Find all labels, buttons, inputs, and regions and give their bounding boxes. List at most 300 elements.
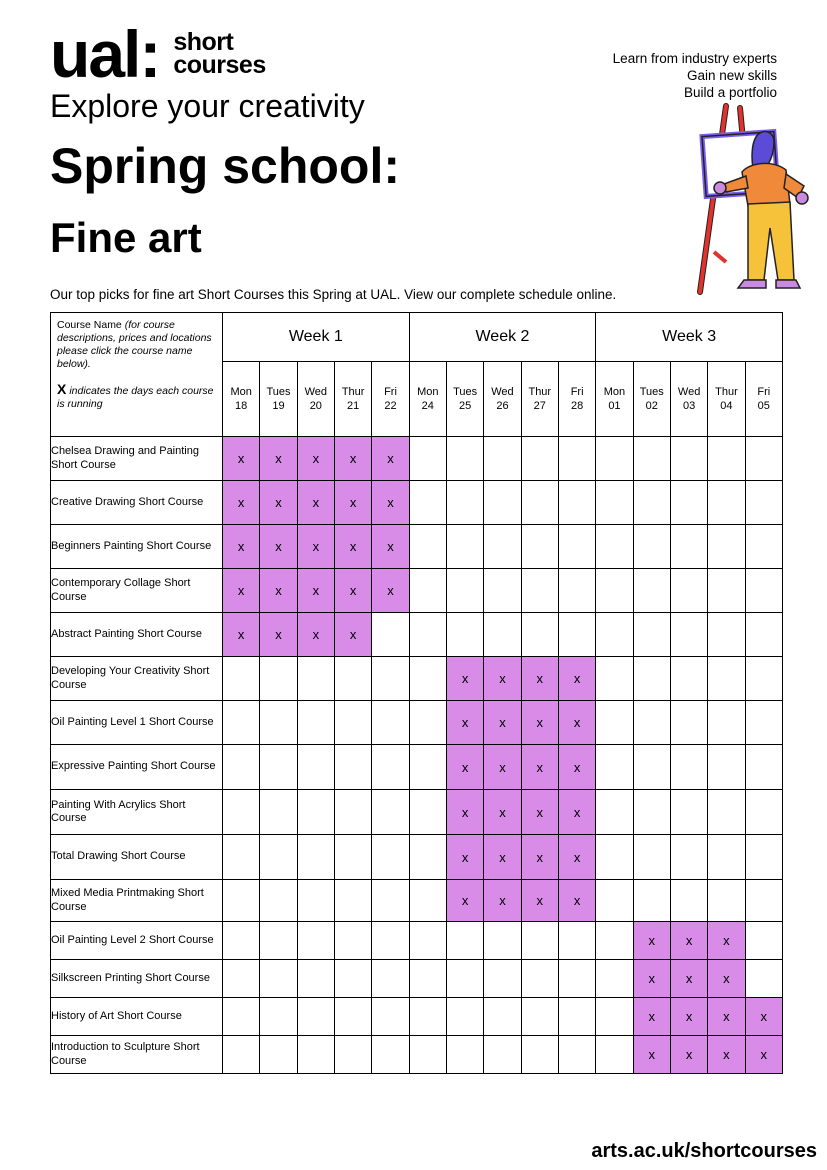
- empty-day-cell: [409, 613, 446, 657]
- logo-word-courses: courses: [173, 51, 266, 79]
- running-day-cell: x: [521, 701, 558, 745]
- running-day-cell: x: [297, 437, 334, 481]
- empty-day-cell: [745, 481, 782, 525]
- table-row: [51, 569, 783, 613]
- running-day-cell: x: [745, 998, 782, 1036]
- day-header: [334, 362, 371, 437]
- day-date: 02: [645, 400, 658, 412]
- empty-day-cell: [745, 657, 782, 701]
- day-header: [372, 362, 409, 437]
- empty-day-cell: [745, 790, 782, 835]
- empty-day-cell: [521, 998, 558, 1036]
- day-name: Thur: [341, 386, 365, 398]
- empty-day-cell: [670, 437, 707, 481]
- day-name: Fri: [757, 386, 771, 398]
- empty-day-cell: [446, 569, 483, 613]
- running-day-cell: x: [484, 745, 521, 790]
- empty-day-cell: [260, 922, 297, 960]
- empty-day-cell: [708, 437, 745, 481]
- day-header: [745, 362, 782, 437]
- running-day-cell: x: [670, 1036, 707, 1074]
- running-day-cell: x: [223, 437, 260, 481]
- day-date: 28: [570, 400, 584, 412]
- empty-day-cell: [409, 998, 446, 1036]
- empty-day-cell: [297, 998, 334, 1036]
- empty-day-cell: [596, 657, 633, 701]
- page-subtitle: Fine art: [50, 214, 202, 261]
- running-day-cell: x: [670, 960, 707, 998]
- running-day-cell: x: [334, 613, 371, 657]
- table-row: [51, 922, 783, 960]
- day-header: [521, 362, 558, 437]
- day-name: Wed: [491, 386, 514, 398]
- empty-day-cell: [260, 1036, 297, 1074]
- table-row: [51, 835, 783, 880]
- empty-day-cell: [558, 525, 595, 569]
- empty-day-cell: [334, 701, 371, 745]
- running-day-cell: x: [372, 481, 409, 525]
- course-name-link[interactable]: Silkscreen Printing Short Course: [51, 960, 223, 998]
- running-day-cell: x: [558, 657, 595, 701]
- legend-text: indicates the days each course is running: [57, 385, 214, 410]
- running-day-cell: x: [521, 835, 558, 880]
- course-name-link[interactable]: Expressive Painting Short Course: [51, 745, 223, 790]
- empty-day-cell: [484, 569, 521, 613]
- empty-day-cell: [446, 960, 483, 998]
- empty-day-cell: [409, 1036, 446, 1074]
- empty-day-cell: [372, 880, 409, 922]
- logo-word-short: short: [173, 28, 234, 56]
- table-row: [51, 481, 783, 525]
- empty-day-cell: [409, 657, 446, 701]
- running-day-cell: x: [446, 657, 483, 701]
- running-day-cell: x: [633, 1036, 670, 1074]
- empty-day-cell: [484, 960, 521, 998]
- course-name-link[interactable]: Contemporary Collage Short Course: [51, 569, 223, 613]
- running-day-cell: x: [670, 998, 707, 1036]
- empty-day-cell: [633, 701, 670, 745]
- empty-day-cell: [633, 790, 670, 835]
- ual-logo: [50, 17, 266, 91]
- running-day-cell: x: [633, 998, 670, 1036]
- day-date: 05: [757, 400, 770, 412]
- running-day-cell: x: [484, 657, 521, 701]
- empty-day-cell: [670, 835, 707, 880]
- empty-day-cell: [633, 657, 670, 701]
- course-name-link[interactable]: Abstract Painting Short Course: [51, 613, 223, 657]
- empty-day-cell: [484, 525, 521, 569]
- day-name: Tues: [453, 386, 478, 398]
- empty-day-cell: [297, 960, 334, 998]
- empty-day-cell: [670, 613, 707, 657]
- course-name-link[interactable]: Beginners Painting Short Course: [51, 525, 223, 569]
- empty-day-cell: [260, 998, 297, 1036]
- empty-day-cell: [372, 960, 409, 998]
- empty-day-cell: [297, 880, 334, 922]
- course-name-link[interactable]: Painting With Acrylics Short Course: [51, 790, 223, 835]
- empty-day-cell: [745, 437, 782, 481]
- empty-day-cell: [409, 880, 446, 922]
- table-row: [51, 745, 783, 790]
- empty-day-cell: [558, 481, 595, 525]
- running-day-cell: x: [558, 701, 595, 745]
- running-day-cell: x: [297, 525, 334, 569]
- empty-day-cell: [670, 525, 707, 569]
- day-date: 21: [347, 400, 360, 412]
- table-row: [51, 998, 783, 1036]
- empty-day-cell: [409, 525, 446, 569]
- day-date: 25: [459, 400, 472, 412]
- empty-day-cell: [558, 998, 595, 1036]
- empty-day-cell: [633, 437, 670, 481]
- empty-day-cell: [372, 1036, 409, 1074]
- empty-day-cell: [409, 960, 446, 998]
- running-day-cell: x: [297, 613, 334, 657]
- empty-day-cell: [484, 437, 521, 481]
- running-day-cell: x: [446, 880, 483, 922]
- running-day-cell: x: [372, 525, 409, 569]
- tagline: Explore your creativity: [50, 88, 365, 124]
- artist-easel-illustration: [690, 102, 810, 298]
- empty-day-cell: [596, 790, 633, 835]
- empty-day-cell: [372, 613, 409, 657]
- empty-day-cell: [372, 657, 409, 701]
- empty-day-cell: [446, 525, 483, 569]
- logo-wordmark: [173, 28, 266, 79]
- empty-day-cell: [409, 922, 446, 960]
- course-name-link[interactable]: Creative Drawing Short Course: [51, 481, 223, 525]
- running-day-cell: x: [633, 960, 670, 998]
- empty-day-cell: [260, 745, 297, 790]
- empty-day-cell: [409, 835, 446, 880]
- empty-day-cell: [708, 880, 745, 922]
- empty-day-cell: [521, 525, 558, 569]
- benefits-list: [613, 50, 777, 101]
- page-title: Spring school:: [50, 138, 400, 194]
- empty-day-cell: [745, 880, 782, 922]
- empty-day-cell: [521, 613, 558, 657]
- empty-day-cell: [521, 1036, 558, 1074]
- running-day-cell: x: [558, 745, 595, 790]
- day-name: Wed: [304, 386, 328, 398]
- week-header-row: [51, 313, 783, 362]
- running-day-cell: x: [260, 569, 297, 613]
- running-day-cell: x: [260, 525, 297, 569]
- course-name-label: Course Name: [57, 319, 122, 331]
- empty-day-cell: [708, 481, 745, 525]
- table-row: [51, 613, 783, 657]
- empty-day-cell: [558, 1036, 595, 1074]
- running-day-cell: x: [260, 437, 297, 481]
- empty-day-cell: [558, 960, 595, 998]
- day-name: Wed: [677, 386, 701, 398]
- day-header: [446, 362, 483, 437]
- running-day-cell: x: [223, 525, 260, 569]
- empty-day-cell: [409, 790, 446, 835]
- empty-day-cell: [484, 922, 521, 960]
- empty-day-cell: [596, 613, 633, 657]
- empty-day-cell: [372, 922, 409, 960]
- day-date: 20: [309, 400, 322, 412]
- running-day-cell: x: [372, 437, 409, 481]
- empty-day-cell: [484, 1036, 521, 1074]
- running-day-cell: x: [223, 569, 260, 613]
- day-name: Fri: [384, 386, 397, 398]
- day-date: 19: [272, 400, 285, 412]
- empty-day-cell: [558, 437, 595, 481]
- empty-day-cell: [260, 790, 297, 835]
- course-name-link[interactable]: Developing Your Creativity Short Course: [51, 657, 223, 701]
- empty-day-cell: [708, 701, 745, 745]
- empty-day-cell: [223, 998, 260, 1036]
- empty-day-cell: [558, 922, 595, 960]
- day-name: Tues: [639, 386, 664, 398]
- empty-day-cell: [745, 525, 782, 569]
- empty-day-cell: [260, 880, 297, 922]
- empty-day-cell: [334, 998, 371, 1036]
- empty-day-cell: [596, 880, 633, 922]
- empty-day-cell: [297, 701, 334, 745]
- running-day-cell: x: [334, 525, 371, 569]
- empty-day-cell: [596, 998, 633, 1036]
- empty-day-cell: [260, 657, 297, 701]
- empty-day-cell: [708, 525, 745, 569]
- course-name-link[interactable]: Total Drawing Short Course: [51, 835, 223, 880]
- course-name-link[interactable]: Oil Painting Level 2 Short Course: [51, 922, 223, 960]
- running-day-cell: x: [334, 569, 371, 613]
- day-name: Thur: [715, 386, 738, 398]
- running-day-cell: x: [708, 960, 745, 998]
- week-header: Week 3: [596, 313, 783, 362]
- empty-day-cell: [596, 745, 633, 790]
- day-date: 27: [533, 400, 546, 412]
- table-row: [51, 880, 783, 922]
- table-row: [51, 790, 783, 835]
- course-name-link[interactable]: Mixed Media Printmaking Short Course: [51, 880, 223, 922]
- running-day-cell: x: [670, 922, 707, 960]
- empty-day-cell: [223, 1036, 260, 1074]
- empty-day-cell: [409, 745, 446, 790]
- empty-day-cell: [334, 835, 371, 880]
- empty-day-cell: [521, 437, 558, 481]
- empty-day-cell: [409, 437, 446, 481]
- running-day-cell: x: [446, 835, 483, 880]
- running-day-cell: x: [633, 922, 670, 960]
- empty-day-cell: [558, 613, 595, 657]
- empty-day-cell: [297, 922, 334, 960]
- day-header: [670, 362, 707, 437]
- running-day-cell: x: [484, 880, 521, 922]
- day-date: 01: [608, 400, 621, 412]
- benefit-item: Build a portfolio: [683, 85, 777, 100]
- course-name-link[interactable]: History of Art Short Course: [51, 998, 223, 1036]
- empty-day-cell: [521, 481, 558, 525]
- empty-day-cell: [633, 835, 670, 880]
- empty-day-cell: [484, 613, 521, 657]
- empty-day-cell: [670, 790, 707, 835]
- empty-day-cell: [260, 960, 297, 998]
- empty-day-cell: [633, 613, 670, 657]
- running-day-cell: x: [260, 481, 297, 525]
- empty-day-cell: [521, 960, 558, 998]
- empty-day-cell: [446, 481, 483, 525]
- empty-day-cell: [521, 569, 558, 613]
- empty-day-cell: [446, 437, 483, 481]
- day-name: Thur: [528, 386, 552, 398]
- day-header: [633, 362, 670, 437]
- empty-day-cell: [446, 613, 483, 657]
- running-day-cell: x: [372, 569, 409, 613]
- day-header: [223, 362, 260, 437]
- day-name: Mon: [230, 386, 252, 398]
- running-day-cell: x: [708, 922, 745, 960]
- empty-day-cell: [745, 745, 782, 790]
- benefit-item: Gain new skills: [686, 68, 777, 83]
- legend: [57, 383, 218, 411]
- running-day-cell: x: [446, 790, 483, 835]
- course-name-header: [51, 313, 223, 437]
- empty-day-cell: [223, 745, 260, 790]
- week-header: Week 2: [409, 313, 596, 362]
- empty-day-cell: [670, 657, 707, 701]
- running-day-cell: x: [708, 998, 745, 1036]
- empty-day-cell: [334, 960, 371, 998]
- empty-day-cell: [521, 922, 558, 960]
- day-date: 22: [384, 400, 397, 412]
- running-day-cell: x: [558, 790, 595, 835]
- empty-day-cell: [745, 835, 782, 880]
- empty-day-cell: [670, 569, 707, 613]
- empty-day-cell: [334, 922, 371, 960]
- empty-day-cell: [596, 525, 633, 569]
- empty-day-cell: [745, 613, 782, 657]
- running-day-cell: x: [297, 481, 334, 525]
- course-name-note: (for course descriptions, prices and locations please click the course name below).: [57, 319, 212, 370]
- empty-day-cell: [633, 745, 670, 790]
- running-day-cell: x: [484, 790, 521, 835]
- empty-day-cell: [297, 1036, 334, 1074]
- empty-day-cell: [334, 657, 371, 701]
- footer-url[interactable]: arts.ac.uk/shortcourses: [591, 1140, 817, 1162]
- running-day-cell: x: [297, 569, 334, 613]
- empty-day-cell: [708, 790, 745, 835]
- legend-mark: X: [57, 381, 67, 397]
- empty-day-cell: [670, 880, 707, 922]
- table-row: [51, 437, 783, 481]
- day-header: [484, 362, 521, 437]
- empty-day-cell: [745, 569, 782, 613]
- empty-day-cell: [446, 998, 483, 1036]
- empty-day-cell: [372, 835, 409, 880]
- empty-day-cell: [596, 1036, 633, 1074]
- running-day-cell: x: [484, 701, 521, 745]
- empty-day-cell: [708, 613, 745, 657]
- table-row: [51, 960, 783, 998]
- table-row: [51, 657, 783, 701]
- running-day-cell: x: [446, 745, 483, 790]
- table-row: [51, 1036, 783, 1074]
- day-date: 04: [720, 400, 733, 412]
- empty-day-cell: [633, 525, 670, 569]
- running-day-cell: x: [223, 481, 260, 525]
- empty-day-cell: [745, 701, 782, 745]
- course-name-link[interactable]: Introduction to Sculpture Short Course: [51, 1036, 223, 1074]
- empty-day-cell: [372, 745, 409, 790]
- day-name: Mon: [603, 386, 626, 398]
- empty-day-cell: [223, 922, 260, 960]
- empty-day-cell: [334, 1036, 371, 1074]
- day-name: Tues: [266, 386, 291, 398]
- running-day-cell: x: [484, 835, 521, 880]
- table-row: [51, 525, 783, 569]
- table-row: [51, 701, 783, 745]
- day-header: [409, 362, 446, 437]
- empty-day-cell: [223, 657, 260, 701]
- empty-day-cell: [708, 835, 745, 880]
- course-name-link[interactable]: Oil Painting Level 1 Short Course: [51, 701, 223, 745]
- intro-text: Our top picks for fine art Short Courses this Spring at UAL. View our complete schedule online.: [50, 287, 617, 302]
- empty-day-cell: [596, 569, 633, 613]
- benefit-item: Learn from industry experts: [612, 51, 777, 66]
- running-day-cell: x: [708, 1036, 745, 1074]
- logo-mark: ual:: [50, 17, 160, 91]
- running-day-cell: x: [558, 880, 595, 922]
- day-date: 26: [496, 400, 509, 412]
- empty-day-cell: [334, 790, 371, 835]
- empty-day-cell: [334, 745, 371, 790]
- running-day-cell: x: [521, 880, 558, 922]
- empty-day-cell: [484, 998, 521, 1036]
- running-day-cell: x: [521, 745, 558, 790]
- running-day-cell: x: [558, 835, 595, 880]
- empty-day-cell: [223, 835, 260, 880]
- empty-day-cell: [223, 880, 260, 922]
- empty-day-cell: [260, 701, 297, 745]
- empty-day-cell: [596, 835, 633, 880]
- empty-day-cell: [334, 880, 371, 922]
- empty-day-cell: [745, 960, 782, 998]
- day-date: 18: [235, 400, 248, 412]
- day-header: [297, 362, 334, 437]
- empty-day-cell: [633, 880, 670, 922]
- running-day-cell: x: [260, 613, 297, 657]
- empty-day-cell: [708, 657, 745, 701]
- day-header: [260, 362, 297, 437]
- empty-day-cell: [670, 701, 707, 745]
- empty-day-cell: [670, 745, 707, 790]
- empty-day-cell: [297, 745, 334, 790]
- running-day-cell: x: [521, 790, 558, 835]
- course-rows: [51, 437, 783, 1074]
- day-header: [596, 362, 633, 437]
- course-name-link[interactable]: Chelsea Drawing and Painting Short Course: [51, 437, 223, 481]
- empty-day-cell: [633, 481, 670, 525]
- empty-day-cell: [297, 790, 334, 835]
- day-header: [708, 362, 745, 437]
- empty-day-cell: [223, 790, 260, 835]
- running-day-cell: x: [745, 1036, 782, 1074]
- empty-day-cell: [708, 569, 745, 613]
- empty-day-cell: [596, 481, 633, 525]
- empty-day-cell: [297, 835, 334, 880]
- empty-day-cell: [372, 998, 409, 1036]
- empty-day-cell: [409, 481, 446, 525]
- empty-day-cell: [596, 437, 633, 481]
- day-name: Fri: [570, 386, 584, 398]
- running-day-cell: x: [446, 701, 483, 745]
- day-date: 24: [421, 400, 434, 412]
- running-day-cell: x: [334, 437, 371, 481]
